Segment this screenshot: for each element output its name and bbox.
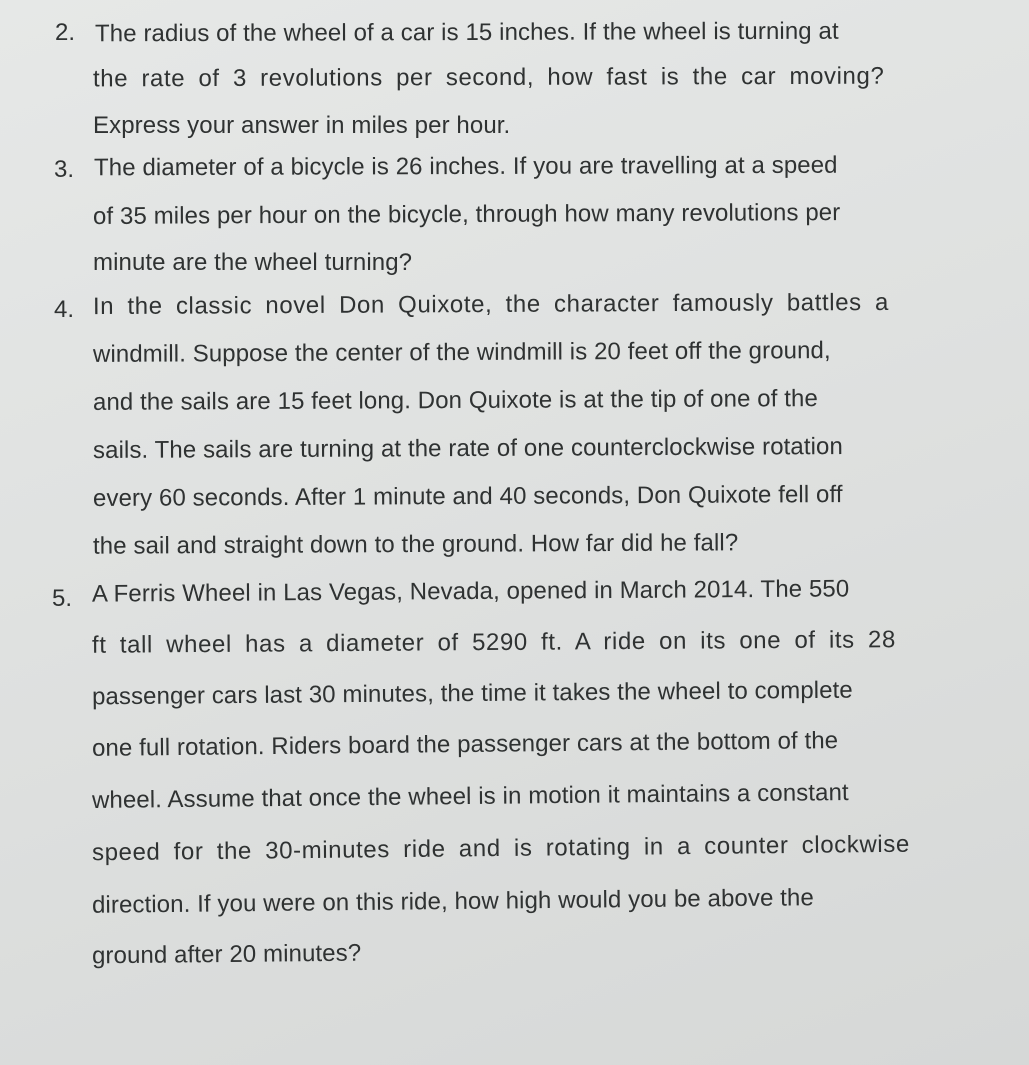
problem-4-line-1: In the classic novel Don Quixote, the character famously battles a bbox=[92, 288, 890, 321]
problem-3-line-3: minute are the wheel turning? bbox=[93, 249, 413, 276]
problem-5-number: 5. bbox=[52, 585, 73, 612]
problem-5-line-4: one full rotation. Riders board the passenger cars at the bottom of the bbox=[91, 727, 839, 762]
problem-3-number: 3. bbox=[54, 156, 75, 183]
problem-4-number: 4. bbox=[54, 296, 75, 323]
problem-4-line-6: the sail and straight down to the ground. How far did he fall? bbox=[92, 529, 739, 560]
problem-4-line-3: and the sails are 15 feet long. Don Quixote is at the tip of one of the bbox=[92, 385, 818, 416]
problem-5-line-5: wheel. Assume that once the wheel is in motion it maintains a constant bbox=[91, 779, 849, 814]
problem-2-line-3: Express your answer in miles per hour. bbox=[93, 112, 511, 139]
problem-5-line-6: speed for the 30-minutes ride and is rotating in a counter clockwise bbox=[91, 830, 910, 867]
problem-2-line-1: The radius of the wheel of a car is 15 inches. If the wheel is turning at bbox=[94, 17, 839, 48]
problem-3-line-2: of 35 miles per hour on the bicycle, through how many revolutions per bbox=[92, 199, 841, 230]
problem-5-line-1: A Ferris Wheel in Las Vegas, Nevada, opened in March 2014. The 550 bbox=[91, 575, 850, 608]
problem-3-line-1: The diameter of a bicycle is 26 inches. If you are travelling at a speed bbox=[93, 151, 838, 182]
problem-4-line-4: sails. The sails are turning at the rate of one counterclockwise rotation bbox=[92, 433, 843, 464]
problem-4-line-5: every 60 seconds. After 1 minute and 40 seconds, Don Quixote fell off bbox=[92, 481, 843, 512]
problem-2-line-2: the rate of 3 revolutions per second, how fast is the car moving? bbox=[92, 62, 885, 93]
problem-5-line-3: passenger cars last 30 minutes, the time it takes the wheel to complete bbox=[91, 676, 853, 711]
problem-5-line-2: ft tall wheel has a diameter of 5290 ft. A ride on its one of its 28 bbox=[91, 626, 896, 659]
problem-5-line-7: direction. If you were on this ride, how high would you be above the bbox=[91, 884, 815, 919]
problem-4-line-2: windmill. Suppose the center of the windmill is 20 feet off the ground, bbox=[92, 337, 831, 368]
problem-2-number: 2. bbox=[55, 19, 76, 46]
problem-5-line-8: ground after 20 minutes? bbox=[91, 939, 362, 970]
